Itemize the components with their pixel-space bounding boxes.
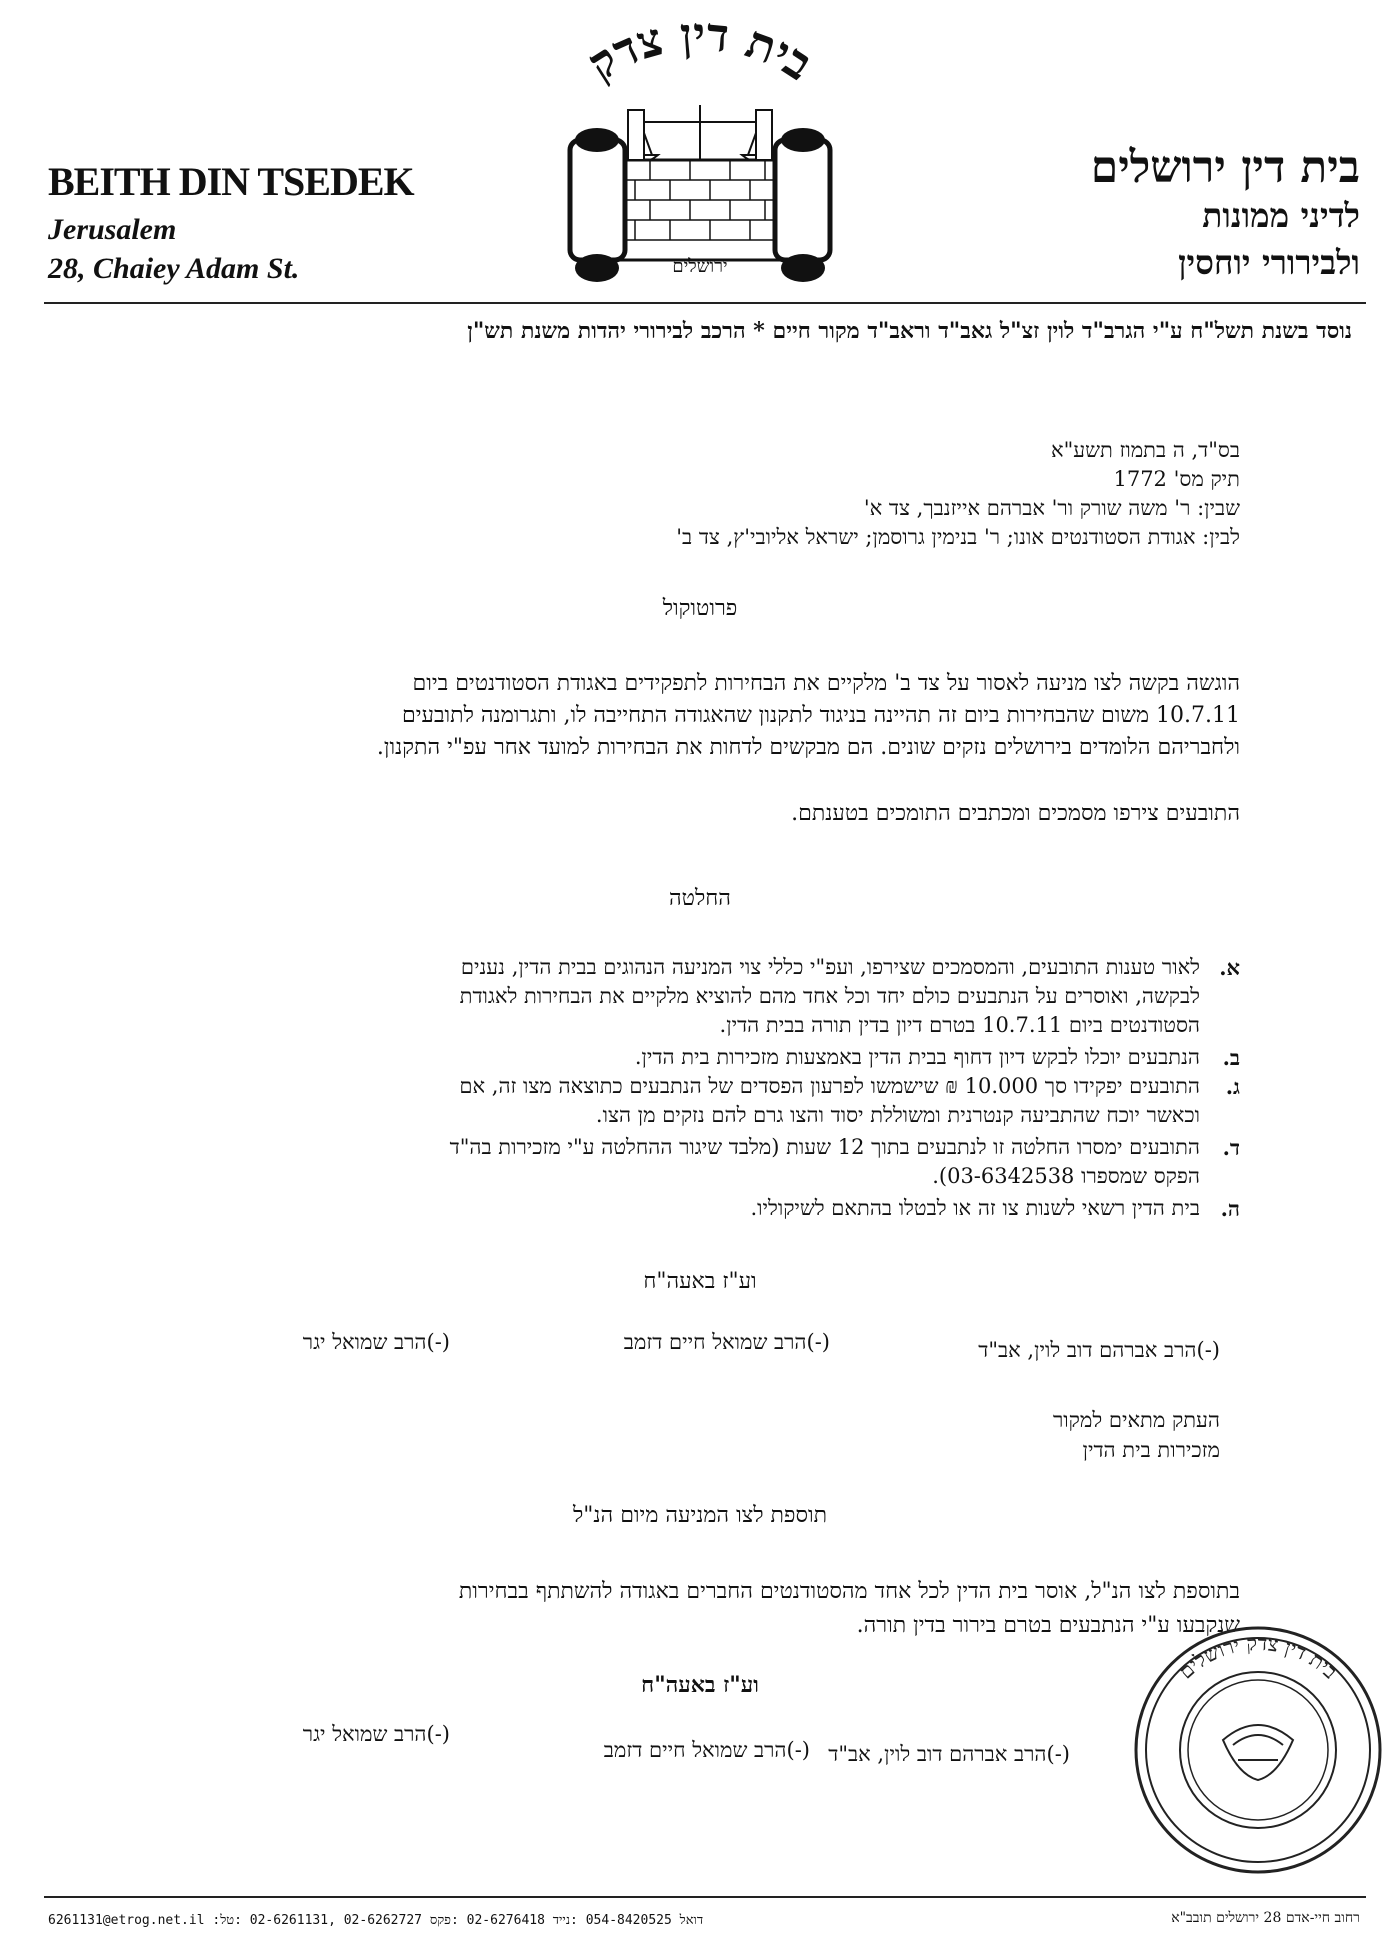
decision-item-line: לבקשה, ואוסרים על הנתבעים כולם יחד וכל אחד מהם להוציא מלקיים את הבחירות לאגודת	[459, 984, 1200, 1008]
hebrew-subtitle-1: לדיני ממונות	[1202, 196, 1360, 235]
addendum-heading: תוספת לצו המניעה מיום הנ"ל	[572, 1503, 828, 1528]
logo-bottom-text: ירושלים	[672, 256, 728, 277]
item-letter: ב.	[1222, 1045, 1240, 1070]
logo-arc-text: בית דין צדק	[578, 10, 823, 91]
file-number: תיק מס' 1772	[1113, 467, 1240, 491]
addendum-signature-2: (-)הרב שמואל חיים דזמב	[603, 1738, 810, 1762]
protocol-heading: פרוטוקול	[662, 596, 738, 621]
decision-item-line: הפקס שמספרו 03-6342538).	[932, 1164, 1200, 1188]
latin-city: Jerusalem	[48, 213, 177, 246]
attachments-line: התובעים צירפו מסמכים ומכתבים התומכים בטענתם.	[791, 801, 1240, 826]
decision-item-line: בית הדין רשאי לשנות צו זה או לבטלו בהתאם לשיקוליו.	[750, 1196, 1200, 1220]
stamp-emblem-icon	[1223, 1725, 1293, 1780]
item-letter: א.	[1219, 955, 1240, 980]
decision-item-line: וכאשר יוכח שהתביעה קנטרנית ומשוללת יסוד והצו גרם להם נזקים מן הצו.	[595, 1103, 1200, 1127]
addendum-signature-3: (-)הרב שמואל יגר	[302, 1722, 450, 1746]
court-logo	[510, 10, 890, 300]
decision-item-line: התובעים יפקידו סך 10.000 ₪ שישמשו לפרעון הפסדים של הנתבעים כתוצאה מצו זה, אם	[459, 1074, 1200, 1098]
item-letter: ה.	[1220, 1196, 1240, 1221]
certified-line-2: מזכירות בית הדין	[1082, 1438, 1220, 1462]
latin-title: BEITH DIN TSEDEK	[48, 159, 414, 204]
protocol-line: הוגשה בקשה לצו מניעה לאסור על צד ב' מלקיים את הבחירות לתפקידים באגודת הסטודנטים ביום	[412, 671, 1240, 696]
founder-line: נוסד בשנת תשל"ח ע"י הגרב"ד לוין זצ"ל גאב"ד וראב"ד מקור חיים * הרכב לבירורי יהדות משנת תש"ן	[467, 318, 1352, 344]
court-stamp	[1128, 1620, 1388, 1880]
protocol-line: ולחבריהם הלומדים בירושלים נזקים שונים. הם מבקשים לדחות את הבחירות למועד אחר עפ"י התקנון.	[376, 735, 1240, 760]
signature-1: (-)הרב אברהם דוב לוין, אב"ד	[978, 1338, 1220, 1362]
protocol-line: 10.7.11 משום שהבחירות ביום זה תהיינה בניגוד לתקנון שהאגודה התחייבה לו, ותגרומנה לתובעים	[402, 703, 1240, 728]
decision-heading: החלטה	[669, 886, 731, 911]
addendum-signoff: וע"ז באעה"ח	[641, 1672, 759, 1698]
addendum-line: שנקבעו ע"י הנתבעים בטרם בירור בדין תורה.	[856, 1613, 1240, 1638]
item-letter: ד.	[1222, 1135, 1240, 1160]
footer-address: רחוב חיי-אדם 28 ירושלים תובב"א	[1171, 1910, 1360, 1926]
addendum-line: בתוספת לצו הנ"ל, אוסר בית הדין לכל אחד מהסטודנטים החברים באגודה להשתתף בבחירות	[458, 1579, 1240, 1604]
decision-item-line: לאור טענות התובעים, והמסמכים שצירפו, ועפ"י כללי צוי המניעה הנהוגים בבית הדין, נענים	[460, 955, 1200, 979]
footer-contact: 6261131@etrog.net.il :דואל 054-8420525 :נייד 02-6276418 :פקס 02-6262727 ,02-6261131 :טל	[48, 1913, 704, 1928]
signature-3: (-)הרב שמואל יגר	[302, 1330, 450, 1354]
item-letter: ג.	[1225, 1074, 1240, 1099]
decision-item-line: הסטודנטים ביום 10.7.11 בטרם דיון בדין תורה בבית הדין.	[719, 1013, 1200, 1037]
addendum-signature-1: (-)הרב אברהם דוב לוין, אב"ד	[828, 1742, 1070, 1766]
hebrew-subtitle-2: ולבירורי יוחסין	[1178, 243, 1360, 282]
header-divider	[44, 302, 1366, 304]
date-line: בס"ד, ה בתמוז תשע"א	[1050, 438, 1240, 462]
scales-icon	[622, 105, 778, 163]
hebrew-title: בית דין ירושלים	[1090, 142, 1360, 193]
defendant-line: לבין: אגודת הסטודנטים אונו; ר' בנימין גרוסמן; ישראל אליובי'ץ, צד ב'	[676, 525, 1240, 549]
plaintiff-line: שבין: ר' משה שורק ור' אברהם אייזנבך, צד א'	[863, 496, 1240, 520]
stamp-text: בית דין צדק ירושלים	[1173, 1630, 1343, 1684]
latin-street: 28, Chaiey Adam St.	[48, 252, 300, 285]
footer-divider	[44, 1896, 1366, 1898]
signoff: וע"ז באעה"ח	[643, 1269, 757, 1294]
decision-item-line: התובעים ימסרו החלטה זו לנתבעים בתוך 12 שעות (מלבד שיגור ההחלטה ע"י מזכירות בה"ד	[449, 1135, 1200, 1159]
certified-line-1: העתק מתאים למקור	[1052, 1408, 1220, 1432]
signature-2: (-)הרב שמואל חיים דזמב	[623, 1330, 830, 1354]
decision-item-line: הנתבעים יוכלו לבקש דיון דחוף בבית הדין באמצעות מזכירות בית הדין.	[634, 1045, 1200, 1069]
